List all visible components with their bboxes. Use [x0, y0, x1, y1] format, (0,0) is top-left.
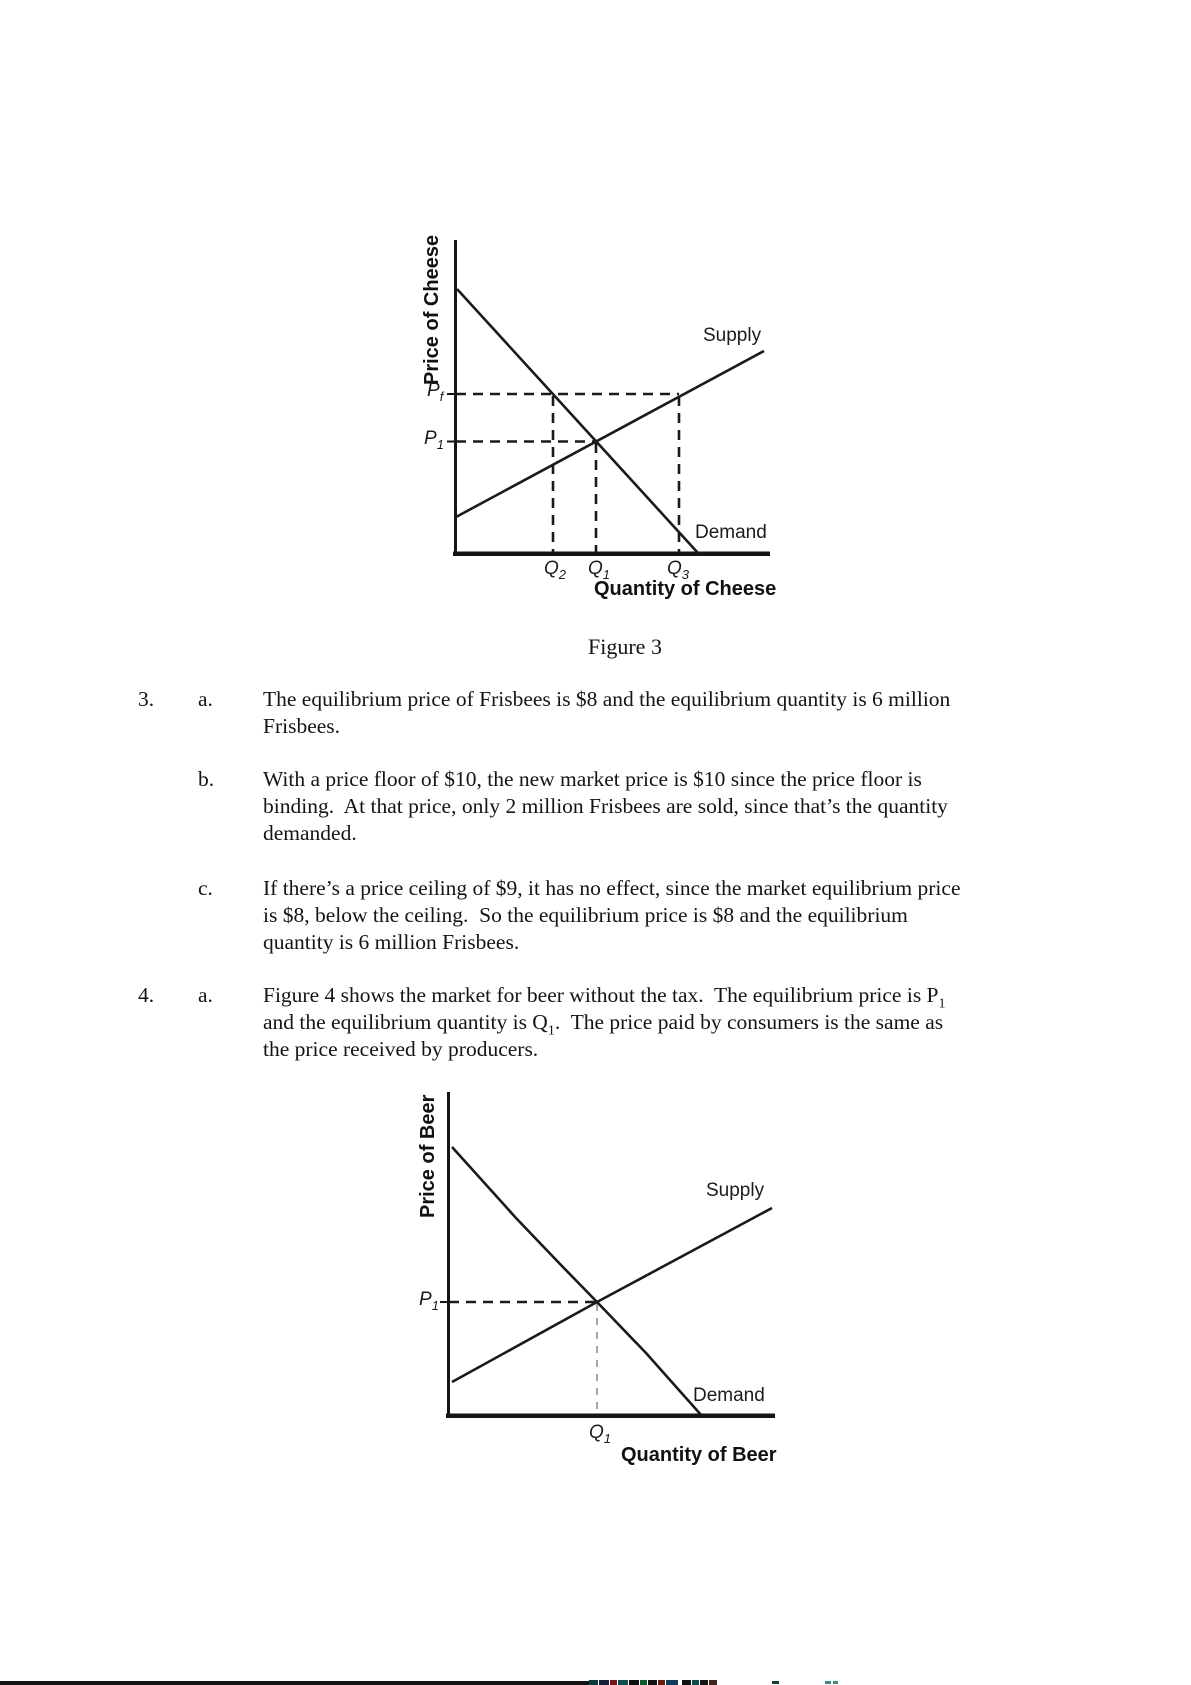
- fig4-demand-label: Demand: [693, 1385, 765, 1406]
- scan-artifact-bar: [0, 1681, 589, 1685]
- scan-artifact-fragment: [700, 1680, 708, 1685]
- item-3-number: 3.: [138, 687, 155, 711]
- scan-artifact-dot: [772, 1681, 779, 1684]
- item-3b-line3: demanded.: [263, 821, 357, 845]
- fig3-q3-label: $Q_3$: [667, 558, 690, 582]
- fig3-q2-label: $Q_2$: [544, 558, 567, 582]
- item-4a-letter: a.: [198, 983, 213, 1007]
- fig4-supply-curve: [452, 1208, 772, 1382]
- item-3c-letter: c.: [198, 876, 213, 900]
- fig3-caption: Figure 3: [588, 634, 662, 659]
- scan-artifact-fragment: [692, 1680, 699, 1685]
- item-4a-line1: Figure 4 shows the market for beer without the tax. The equilibrium price is $P_1$: [263, 983, 946, 1012]
- item-4a-line3: the price received by producers.: [263, 1037, 539, 1061]
- fig3-supply-label: Supply: [703, 325, 762, 346]
- item-3c-line3: quantity is 6 million Frisbees.: [263, 930, 520, 954]
- scan-artifact-fragment: [658, 1680, 665, 1685]
- fig4-demand-curve: [452, 1147, 702, 1416]
- item-3a-line2: Frisbees.: [263, 714, 341, 738]
- scan-artifact-dot: [825, 1681, 831, 1684]
- fig3-supply-curve: [456, 351, 764, 517]
- fig4-p1-label: $P_1$: [419, 1289, 439, 1313]
- fig4-y-axis-title: Price of Beer: [417, 1094, 439, 1218]
- scan-artifact-dot: [833, 1681, 838, 1684]
- scan-artifact-fragment: [648, 1680, 657, 1685]
- scan-artifact-fragment: [640, 1680, 647, 1685]
- fig3-p1-label: $P_1$: [424, 428, 444, 452]
- scan-artifact-fragment: [618, 1680, 628, 1685]
- item-3c-line2: is $8, below the ceiling. So the equilibrium price is $8 and the equilibrium: [263, 903, 908, 927]
- scan-artifact-fragment: [666, 1680, 678, 1685]
- item-3b-line1: With a price floor of $10, the new market price is $10 since the price floor is: [263, 767, 922, 791]
- fig3-demand-curve: [457, 289, 698, 553]
- item-4a-line2: and the equilibrium quantity is $Q_1$. The price paid by consumers is the same as: [263, 1010, 944, 1039]
- item-3a-line1: The equilibrium price of Frisbees is $8 and the equilibrium quantity is 6 million: [263, 687, 951, 711]
- fig3-pf-label: $P_f$: [427, 380, 444, 404]
- fig4-x-axis-title: Quantity of Beer: [621, 1444, 777, 1466]
- scan-artifact-fragment: [610, 1680, 617, 1685]
- scan-artifact-fragment: [629, 1680, 639, 1685]
- fig3-demand-label: Demand: [695, 522, 767, 543]
- scan-artifact-fragment: [709, 1680, 717, 1685]
- item-3c-line1: If there’s a price ceiling of $9, it has no effect, since the market equilibrium price: [263, 876, 961, 900]
- fig3-q1-label: $Q_1$: [588, 558, 611, 582]
- fig4-q1-label: $Q_1$: [589, 1422, 612, 1446]
- fig3-x-axis-title: Quantity of Cheese: [594, 578, 777, 600]
- item-3b-letter: b.: [198, 767, 215, 791]
- item-3a-letter: a.: [198, 687, 213, 711]
- fig4-supply-label: Supply: [706, 1180, 765, 1201]
- item-4-number: 4.: [138, 983, 155, 1007]
- scan-artifact-fragment: [599, 1680, 609, 1685]
- item-3b-line2: binding. At that price, only 2 million Frisbees are sold, since that’s the quantity: [263, 794, 948, 818]
- scan-artifact-fragment: [589, 1680, 598, 1685]
- fig3-y-axis-title: Price of Cheese: [421, 234, 443, 385]
- scan-artifact-fragment: [682, 1680, 691, 1685]
